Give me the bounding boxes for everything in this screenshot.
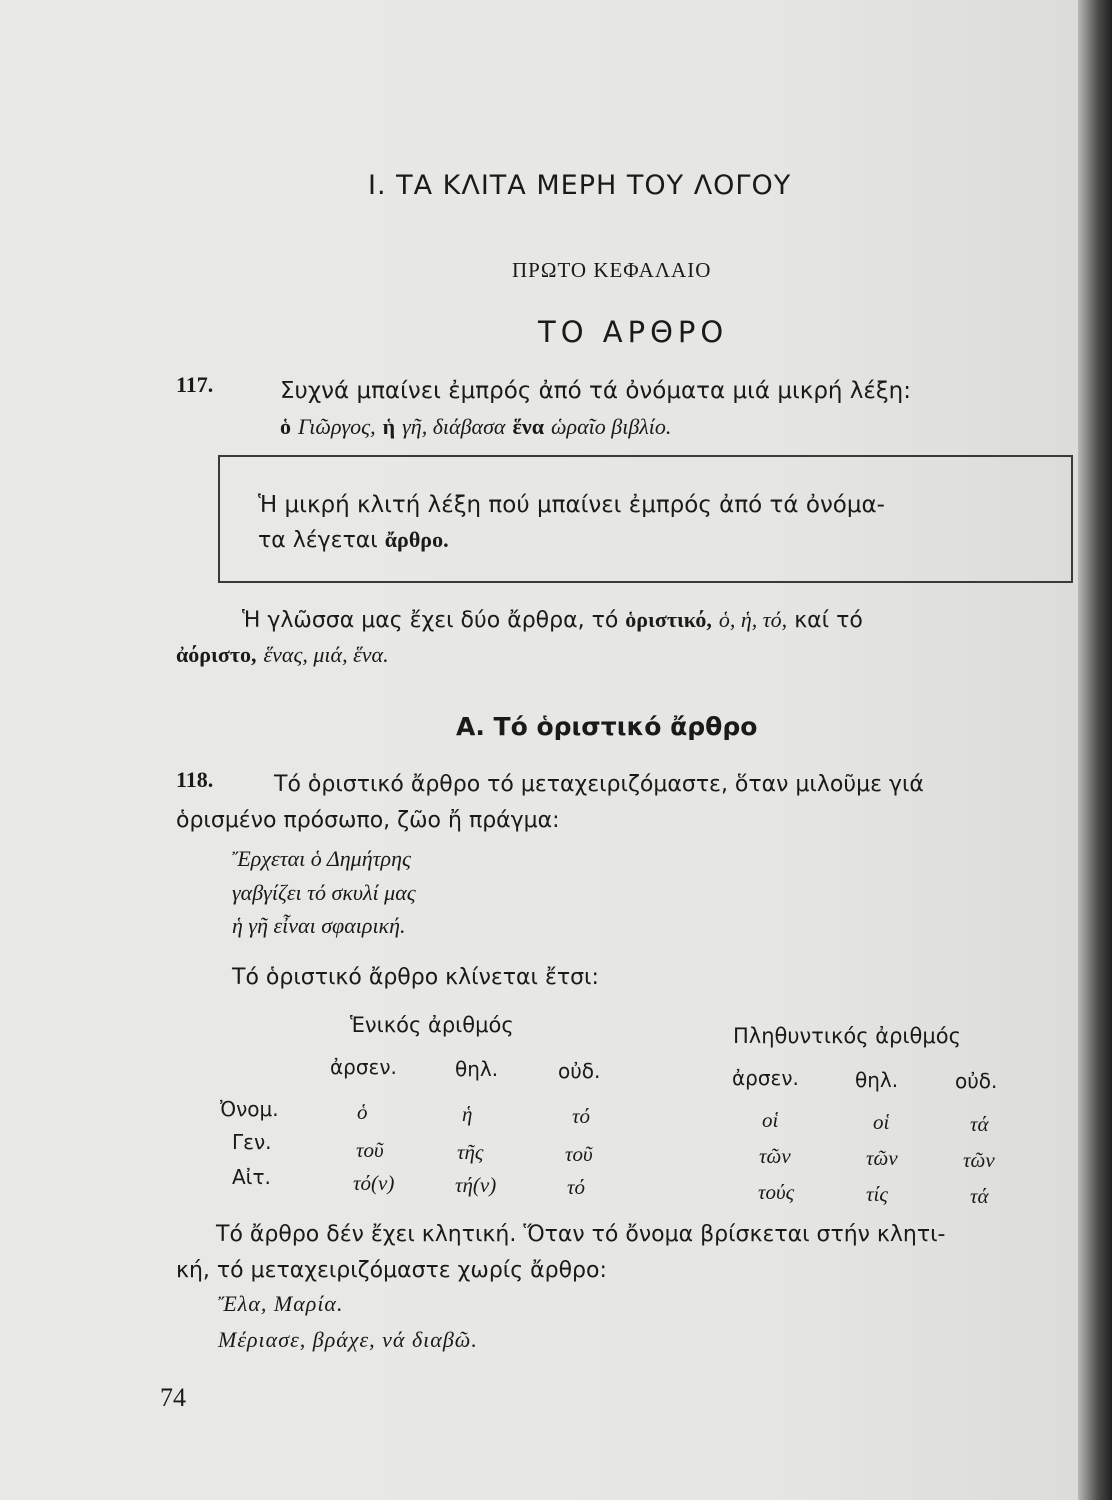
vocative-line2: κή, τό μεταχειριζόμαστε χωρίς ἄρθρο: [176,1258,607,1283]
p118-line2: ὁρισμένο πρόσωπο, ζῶο ἤ πράγμα: [176,808,560,833]
chapter-label: ΠΡΩΤΟ ΚΕΦΑΛΑΙΟ [512,258,712,282]
cell: τίς [866,1182,888,1206]
p117-ex1: ὁ [280,414,291,439]
case-accusative: Αἰτ. [232,1165,271,1189]
two-articles-text: Ἡ γλῶσσα μας ἔχει δύο ἄρθρα, τό [242,608,619,633]
sg-gender-neut: οὐδ. [558,1059,601,1083]
p117-ex3: ἡ [382,414,396,439]
definition-term: ἄρθρο. [384,527,449,552]
cell: τῶν [963,1148,995,1172]
pl-gender-neut: οὐδ. [955,1069,998,1093]
case-nominative: Ὀνομ. [220,1097,279,1121]
p117-ex2: Γιῶργος, [298,414,376,439]
paragraph-number-117: 117. [176,372,214,397]
cell: οἱ [762,1108,779,1132]
chapter-title: ΤΟ ΑΡΘΡΟ [538,315,729,349]
cell: τή(ν) [455,1173,497,1197]
p118-example1: Ἔρχεται ὁ Δημήτρης [232,846,411,871]
p117-examples [280,414,671,440]
cell: τῶν [866,1146,898,1170]
two-articles-line1 [242,607,863,633]
cell: τά [970,1112,989,1136]
definition-line2 [258,527,449,553]
pl-gender-masc: ἀρσεν. [732,1066,799,1090]
cell: τούς [758,1180,795,1204]
singular-header: Ἑνικός ἀριθμός [350,1013,514,1037]
cell: ὁ [357,1100,368,1124]
plural-header: Πληθυντικός ἀριθμός [733,1024,961,1048]
vocative-example1: Ἔλα, Μαρία. [218,1291,344,1316]
p117-line1: Συχνά μπαίνει ἐμπρός ἀπό τά ὀνόματα μιά μικρή λέξη: [280,378,911,404]
p118-example2: γαβγίζει τό σκυλί μας [232,880,416,905]
pl-gender-fem: θηλ. [855,1068,899,1092]
definition-line2-text: τα λέγεται [258,528,378,553]
sg-gender-masc: ἀρσεν. [330,1055,397,1079]
indefinite-forms: ἕνας, μιά, ἕνα. [263,642,389,667]
cell: τῆς [457,1140,484,1164]
vocative-line1: Τό ἄρθρο δέν ἔχει κλητική. Ὅταν τό ὄνομα βρίσκεται στήν κλητι- [216,1222,946,1247]
p117-ex6: ὡραῖο βιβλίο. [551,414,672,439]
cell: ἡ [462,1102,473,1126]
definition-line1: Ἡ μικρή κλιτή λέξη πού μπαίνει ἐμπρός ἀπό τά ὀνόμα- [258,492,885,518]
section-a-title: Α. Τό ὁριστικό ἄρθρο [456,712,758,741]
cell: τά [970,1184,989,1208]
page-number: 74 [160,1383,186,1412]
definition-box [218,455,1073,583]
cell: οἱ [873,1110,890,1134]
p118-example3: ἡ γῆ εἶναι σφαιρική. [232,913,406,938]
indefinite-term: ἀόριστο, [176,642,257,667]
part-title: I. ΤΑ ΚΛΙΤΑ ΜΕΡΗ ΤΟΥ ΛΟΓΟΥ [368,170,792,201]
cell: τό [567,1175,586,1199]
definite-term: ὁριστικό, [625,607,712,632]
sg-gender-fem: θηλ. [455,1057,499,1081]
cell: τοῦ [356,1138,384,1162]
book-spine-shadow [1078,0,1112,1500]
two-articles-line2 [176,642,389,668]
definite-forms: ὁ, ἡ, τό, [718,607,788,632]
two-articles-and: καί τό [794,608,863,633]
paragraph-number-118: 118. [176,767,214,792]
cell: τῶν [759,1144,791,1168]
cell: τό(ν) [353,1171,395,1195]
cell: τοῦ [565,1142,593,1166]
vocative-example2: Μέριασε, βράχε, νά διαβῶ. [218,1327,478,1352]
case-genitive: Γεν. [232,1130,272,1154]
p117-ex4: γῆ, διάβασα [402,414,506,439]
cell: τό [572,1104,591,1128]
p117-ex5: ἕνα [512,414,544,439]
declension-intro: Τό ὁριστικό ἄρθρο κλίνεται ἔτσι: [232,965,599,990]
p118-line1: Τό ὁριστικό ἄρθρο τό μεταχειριζόμαστε, ὅταν μιλοῦμε γιά [274,772,924,797]
